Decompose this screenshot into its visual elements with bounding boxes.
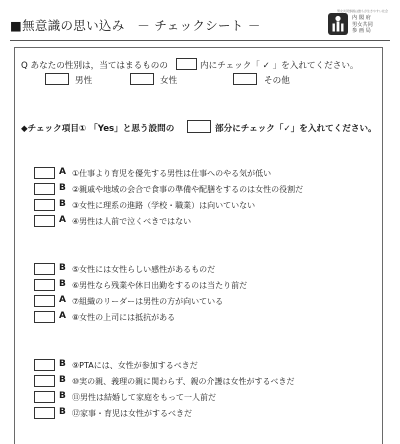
check-item — [15, 358, 380, 373]
item-statement: ③女性に理系の進路（学校・職業）は向いていない — [72, 201, 256, 210]
item-letter: A — [59, 215, 66, 225]
item-statement: ⑩実の親、義理の親に関わらず、親の介護は女性がするべきだ — [72, 377, 295, 386]
check-item — [15, 278, 380, 293]
gender-other-checkbox[interactable] — [233, 73, 257, 85]
item-statement: ⑧女性の上司には抵抗がある — [72, 313, 176, 322]
item-statement: ⑫家事・育児は女性がするべきだ — [72, 409, 192, 418]
item-checkbox[interactable] — [34, 167, 55, 179]
check-item — [15, 214, 380, 229]
item-checkbox[interactable] — [34, 263, 55, 275]
item-letter: B — [59, 279, 66, 289]
check-item — [15, 262, 380, 277]
logo-line: 男女共同 — [352, 21, 373, 28]
instruction-example-box — [187, 120, 211, 133]
item-letter: B — [59, 199, 66, 209]
item-statement: ②親戚や地域の会合で食事の準備や配膳をするのは女性の役割だ — [72, 185, 304, 194]
check-item — [15, 310, 380, 325]
item-checkbox[interactable] — [34, 295, 55, 307]
gender-female-checkbox[interactable] — [130, 73, 154, 85]
item-checkbox[interactable] — [34, 279, 55, 291]
check-item — [15, 198, 380, 213]
check-item — [15, 182, 380, 197]
instruction-text-before: ◆チェック項目① 「Yes」と思う設問の — [21, 124, 175, 134]
page-title: ■無意識の思い込み － チェックシート － — [10, 18, 261, 33]
item-letter: B — [59, 407, 66, 417]
gender-male-label: 男性 — [75, 76, 93, 86]
logo-line: 参 画 局 — [352, 28, 371, 35]
check-item — [15, 166, 380, 181]
item-checkbox[interactable] — [34, 359, 55, 371]
item-statement: ⑤女性には女性らしい感性があるものだ — [72, 265, 216, 274]
logo-line: 内 閣 府 — [352, 15, 371, 21]
check-item — [15, 390, 380, 405]
check-item — [15, 406, 380, 421]
gender-other-label: その他 — [264, 76, 290, 86]
item-letter: B — [59, 359, 66, 369]
item-letter: B — [59, 375, 66, 385]
logo-text — [352, 15, 373, 35]
question-example-box — [176, 58, 197, 70]
logo — [324, 10, 388, 40]
item-checkbox[interactable] — [34, 215, 55, 227]
item-letter: B — [59, 391, 66, 401]
gender-male-checkbox[interactable] — [45, 73, 69, 85]
item-letter: A — [59, 311, 66, 321]
header — [10, 10, 390, 40]
check-item — [15, 374, 380, 389]
item-letter: B — [59, 183, 66, 193]
item-statement: ⑨PTAには、女性が参加するべきだ — [72, 361, 198, 370]
item-statement: ①仕事より育児を優先する男性は仕事へのやる気が低い — [72, 169, 272, 178]
item-letter: A — [59, 295, 66, 305]
gender-female-label: 女性 — [160, 76, 178, 86]
item-letter: A — [59, 167, 66, 177]
instruction-text-after: 部分にチェック「✓」を入れてください。 — [215, 124, 377, 134]
checksheet — [14, 47, 383, 444]
item-checkbox[interactable] — [34, 391, 55, 403]
item-letter: B — [59, 263, 66, 273]
logo-tagline: 男女共同参画は誰もが生きやすい社会 — [336, 9, 388, 13]
item-checkbox[interactable] — [34, 375, 55, 387]
item-checkbox[interactable] — [34, 183, 55, 195]
check-item — [15, 294, 380, 309]
item-checkbox[interactable] — [34, 199, 55, 211]
item-statement: ⑦組織のリーダーは男性の方が向いている — [72, 297, 224, 306]
item-statement: ⑪男性は結婚して家庭をもって一人前だ — [72, 393, 216, 402]
item-statement: ⑥男性なら残業や休日出勤をするのは当たり前だ — [72, 281, 248, 290]
item-checkbox[interactable] — [34, 311, 55, 323]
question-text-before: Q あなたの性別は，当てはまるものの — [21, 61, 168, 71]
question-text-after: 内にチェック「 ✓ 」を入れてください。 — [200, 61, 359, 71]
title-underline — [10, 40, 390, 41]
item-statement: ④男性は人前で泣くべきではない — [72, 217, 192, 226]
logo-mark-icon — [328, 13, 348, 35]
item-checkbox[interactable] — [34, 407, 55, 419]
